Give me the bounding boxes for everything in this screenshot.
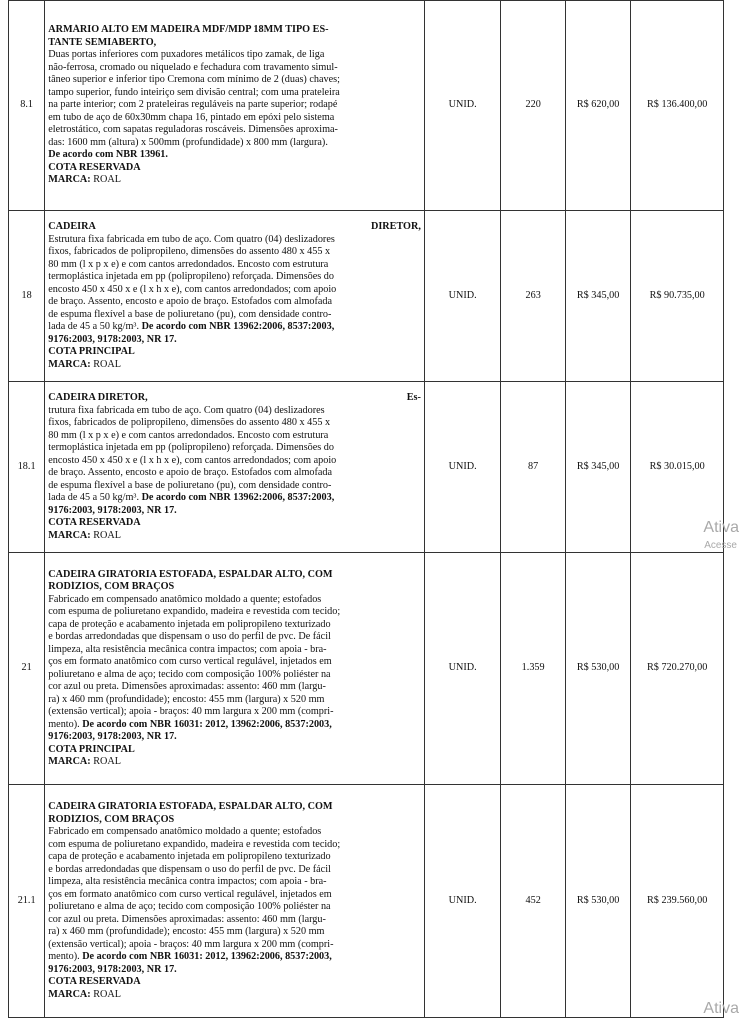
items-table: [8, 0, 724, 1018]
item-unit: UNID.: [424, 382, 501, 553]
item-description-line: de espuma flexível a base de poliuretano (pu), com densidade contro-: [48, 308, 332, 320]
norm-reference: De acordo com NBR 13962:2006, 8537:2003,: [141, 321, 335, 332]
item-unit: UNID.: [424, 785, 501, 1018]
item-number: 21: [9, 553, 45, 785]
brand-value: ROAL: [93, 358, 121, 370]
norm-reference: De acordo com NBR 13961.: [48, 149, 168, 161]
item-quantity: 1.359: [501, 553, 565, 785]
item-title: RODÍZIOS, COM BRAÇOS: [48, 813, 175, 825]
norm-reference: 9176:2003, 9178:2003, NR 17.: [48, 504, 177, 516]
item-description-line: tâneo superior e inferior tipo Cremona com mínimo de 2 (duas) chaves;: [48, 74, 340, 86]
watermark-text-bottom: Ativa: [703, 1000, 739, 1017]
item-description-line: Fabricado em compensado anatômico moldado a quente; estofados: [48, 593, 322, 605]
item-description-line: Fabricado em compensado anatômico moldado a quente; estofados: [48, 826, 322, 837]
brand-value: ROAL: [93, 988, 121, 1000]
item-description: [45, 785, 425, 1018]
item-description: [45, 211, 425, 382]
item-description-line: eletrostático, com sapatas reguladoras roscáveis. Dimensões aproxima-: [48, 124, 338, 136]
item-description-line: 80 mm (l x p x e) e com cantos arredondados. Encosto com estrutura: [48, 258, 329, 270]
item-unit-price: R$ 345,00: [565, 382, 630, 553]
item-number: 18: [9, 211, 45, 382]
item-quantity: 452: [501, 785, 565, 1018]
item-description-line: com espuma de poliuretano expandido, madeira e revestida com tecido;: [48, 606, 341, 617]
brand-label: MARCA:: [48, 529, 91, 541]
item-description-line: em tubo de aço de 60x30mm chapa 16, pintado em epóxi pelo sistema: [48, 111, 335, 123]
item-description: [45, 553, 425, 785]
cota-type: COTA RESERVADA: [48, 976, 141, 987]
item-title-right: Es-: [406, 392, 421, 403]
item-description: [45, 382, 425, 553]
brand-value: ROAL: [93, 174, 121, 186]
item-number: 8.1: [9, 1, 45, 211]
item-description-line: das: 1600 mm (altura) x 500mm (profundidade) x 800 mm (largura).: [48, 136, 328, 148]
item-title: [48, 392, 421, 405]
item-description-line: encosto 450 x 450 x e (l x h x e), com cantos arredondados; com apoio: [48, 454, 337, 466]
item-title: CADEIRA GIRATÓRIA ESTOFADA, ESPALDAR ALTO, COM: [48, 801, 333, 812]
item-title-right: DIRETOR,: [370, 221, 421, 232]
item-description-line: Duas portas inferiores com puxadores metálicos tipo zamak, de liga: [48, 49, 325, 61]
item-description-line: limpeza, alta resistência mecânica contra impactos; com apoia - bra-: [48, 643, 327, 655]
item-unit-price: R$ 620,00: [565, 1, 630, 211]
item-title-left: CADEIRA DIRETOR,: [48, 392, 148, 403]
item-description-line: [48, 951, 421, 964]
table-row: [9, 553, 724, 785]
table-row: [9, 211, 724, 382]
brand-label: MARCA:: [48, 358, 91, 370]
item-description: [45, 1, 425, 211]
item-description-line: com espuma de poliuretano expandido, madeira e revestida com tecido;: [48, 838, 341, 850]
description-tail: mento).: [48, 718, 80, 730]
item-description-line: de braço. Assento, encosto e apoio de braço. Estofados com almofada: [48, 296, 332, 307]
item-total-price: R$ 90.735,00: [631, 211, 724, 382]
item-description-line: fixos, fabricados de polipropileno, dimensões do assento 480 x 455 x: [48, 417, 331, 428]
item-description-line: fixos, fabricados de polipropileno, dimensões do assento 480 x 455 x: [48, 246, 331, 257]
table-row: [9, 382, 724, 553]
item-description-line: encosto 450 x 450 x e (l x h x e), com cantos arredondados; com apoio: [48, 283, 337, 295]
norm-reference: 9176:2003, 9178:2003, NR 17.: [48, 731, 177, 742]
watermark-subtext: Acesse: [704, 540, 737, 551]
brand-value: ROAL: [93, 529, 121, 541]
item-title: RODÍZIOS, COM BRAÇOS: [48, 581, 175, 592]
item-description-line: [48, 492, 421, 505]
item-quantity: 263: [501, 211, 565, 382]
item-description-line: ra) x 460 mm (profundidade); encosto: 455 mm (largura) x 520 mm: [48, 926, 325, 937]
item-unit-price: R$ 345,00: [565, 211, 630, 382]
item-description-line: capa de proteção e acabamento injetada em polipropileno texturizado: [48, 851, 331, 862]
item-description-line: e bordas arredondadas que dispensam o uso do perfil de pvc. De fácil: [48, 863, 331, 875]
watermark-text: Ativa: [703, 519, 739, 536]
table-row: [9, 785, 724, 1018]
item-description-line: na parte interior; com 2 prateleiras reguláveis na parte superior; rodapé: [48, 99, 338, 111]
item-description-line: Estrutura fixa fabricada em tubo de aço. Com quatro (04) deslizadores: [48, 233, 335, 245]
norm-reference: 9176:2003, 9178:2003, NR 17.: [48, 333, 177, 345]
item-description-line: de espuma flexível a base de poliuretano (pu), com densidade contro-: [48, 479, 332, 491]
item-title: [48, 221, 421, 234]
brand: [48, 756, 421, 769]
item-description-line: ços em formato anatômico com curso vertical regulável, injetados em: [48, 656, 332, 667]
item-description-line: cor azul ou preta. Dimensões aproximadas: assento: 460 mm (largu-: [48, 681, 326, 692]
item-title: ARMÁRIO ALTO EM MADEIRA MDF/MDP 18MM TIPO ES-: [48, 24, 329, 36]
item-number: 18.1: [9, 382, 45, 553]
item-total-price: R$ 239.560,00: [631, 785, 724, 1018]
item-description-line: poliuretano e alma de aço; tecido com composição 100% poliéster na: [48, 901, 331, 912]
description-tail: lada de 45 a 50 kg/m³.: [48, 321, 140, 332]
item-description-line: termoplástica injetada em pp (polipropileno) reforçada. Dimensões do: [48, 442, 334, 453]
item-unit: UNID.: [424, 1, 501, 211]
brand-label: MARCA:: [48, 174, 91, 186]
item-description-line: limpeza, alta resistência mecânica contra impactos; com apoia - bra-: [48, 876, 327, 887]
norm-reference: De acordo com NBR 16031: 2012, 13962:2006, 8537:2003,: [82, 951, 332, 962]
item-unit-price: R$ 530,00: [565, 785, 630, 1018]
item-description-line: ços em formato anatômico com curso vertical regulável, injetados em: [48, 888, 332, 900]
item-quantity: 87: [501, 382, 565, 553]
item-description-line: tampo superior, fundo inteiriço sem divisão central; com uma prateleira: [48, 86, 340, 98]
norm-reference: De acordo com NBR 13962:2006, 8537:2003,: [141, 492, 335, 503]
item-quantity: 220: [501, 1, 565, 211]
description-tail: lada de 45 a 50 kg/m³.: [48, 492, 140, 503]
description-tail: mento).: [48, 951, 80, 962]
item-description-line: capa de proteção e acabamento injetada em polipropileno texturizado: [48, 618, 331, 630]
item-unit: UNID.: [424, 553, 501, 785]
brand-label: MARCA:: [48, 756, 91, 767]
item-description-line: 80 mm (l x p x e) e com cantos arredondados. Encosto com estrutura: [48, 429, 329, 441]
item-title: TANTE SEMIABERTO,: [48, 36, 157, 48]
item-description-line: [48, 719, 421, 732]
brand: [48, 359, 421, 372]
brand-value: ROAL: [93, 756, 121, 767]
item-description-line: e bordas arredondadas que dispensam o uso do perfil de pvc. De fácil: [48, 631, 331, 642]
brand: [48, 174, 421, 187]
item-number: 21.1: [9, 785, 45, 1018]
norm-reference: De acordo com NBR 16031: 2012, 13962:2006, 8537:2003,: [82, 718, 332, 730]
item-description-line: não-ferrosa, cromado ou niquelado e fechadura com travamento simul-: [48, 61, 338, 73]
item-title: CADEIRA GIRATÓRIA ESTOFADA, ESPALDAR ALTO, COM: [48, 568, 333, 580]
item-description-line: (extensão vertical); apoia - braços: 40 mm largura x 200 mm (compri-: [48, 706, 334, 717]
item-total-price: R$ 720.270,00: [631, 553, 724, 785]
item-description-line: (extensão vertical); apoia - braços: 40 mm largura x 200 mm (compri-: [48, 938, 334, 950]
item-unit: UNID.: [424, 211, 501, 382]
item-description-line: trutura fixa fabricada em tubo de aço. Com quatro (04) deslizadores: [48, 404, 325, 416]
brand: [48, 989, 421, 1002]
brand: [48, 530, 421, 543]
item-total-price: R$ 30.015,00: [631, 382, 724, 553]
item-description-line: cor azul ou preta. Dimensões aproximadas: assento: 460 mm (largu-: [48, 913, 326, 925]
item-description-line: de braço. Assento, encosto e apoio de braço. Estofados com almofada: [48, 467, 332, 478]
cota-type: COTA RESERVADA: [48, 517, 141, 528]
item-description-line: poliuretano e alma de aço; tecido com composição 100% poliéster na: [48, 668, 331, 680]
items-table-body: [9, 1, 724, 1018]
item-total-price: R$ 136.400,00: [631, 1, 724, 211]
cota-type: COTA RESERVADA: [48, 161, 141, 173]
item-title-left: CADEIRA: [48, 221, 96, 232]
item-description-line: [48, 321, 421, 334]
norm-reference: 9176:2003, 9178:2003, NR 17.: [48, 963, 177, 975]
item-description-line: termoplástica injetada em pp (polipropileno) reforçada. Dimensões do: [48, 271, 334, 282]
item-description-line: ra) x 460 mm (profundidade); encosto: 455 mm (largura) x 520 mm: [48, 693, 325, 705]
table-row: [9, 1, 724, 211]
cota-type: COTA PRINCIPAL: [48, 743, 135, 755]
cota-type: COTA PRINCIPAL: [48, 346, 135, 357]
brand-label: MARCA:: [48, 988, 91, 1000]
item-unit-price: R$ 530,00: [565, 553, 630, 785]
